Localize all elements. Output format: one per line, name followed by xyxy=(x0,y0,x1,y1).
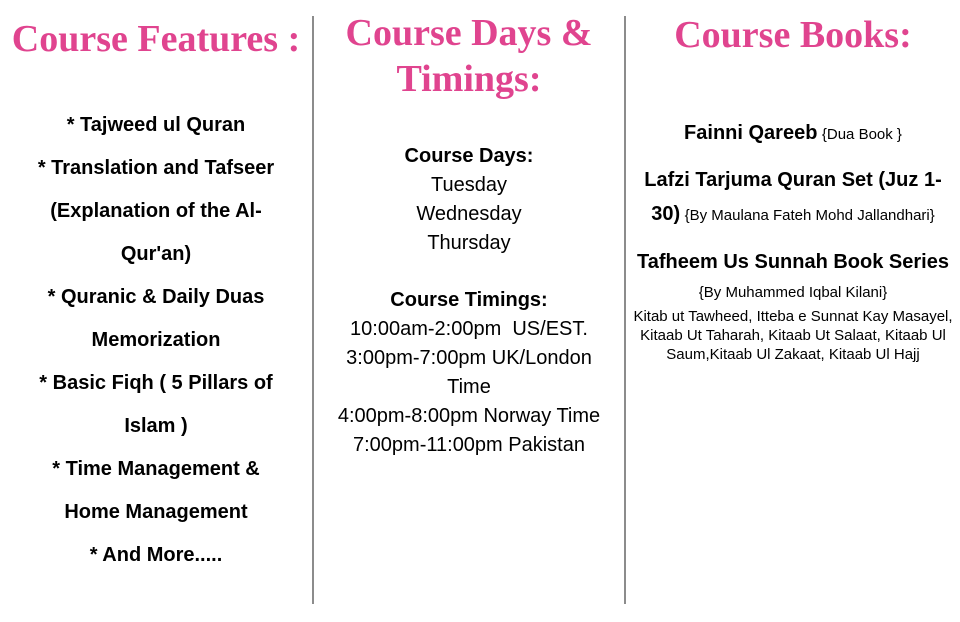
course-day: Thursday xyxy=(427,232,511,254)
course-days-block xyxy=(314,142,624,258)
heading-line: Timings: xyxy=(396,58,542,100)
feature-line: * Translation and Tafseer xyxy=(37,157,275,179)
feature-line: (Explanation of the Al- xyxy=(50,200,262,222)
course-days-label: Course Days: xyxy=(404,145,534,167)
features-list xyxy=(0,104,312,577)
course-day: Wednesday xyxy=(416,203,522,225)
course-books-column xyxy=(626,0,960,364)
feature-line: Islam ) xyxy=(124,415,188,437)
course-features-heading: Course Features : xyxy=(11,18,301,60)
feature-line: * Basic Fiqh ( 5 Pillars of xyxy=(39,372,273,394)
book-detail: Kitab ut Tawheed, Itteba e Sunnat Kay Masayel, Kitaab Ut Taharah, Kitaab Ut Salaat, Kitaab Ul Saum,Kitaab Ul Zakaat, Kitaab Ul Hajj xyxy=(633,308,953,363)
book-note: {By Muhammed Iqbal Kilani} xyxy=(698,284,888,301)
feature-line: Memorization xyxy=(91,329,221,351)
book-note: {By Maulana Fateh Mohd Jallandhari} xyxy=(684,207,935,224)
book-title: Fainni Qareeb xyxy=(684,122,818,144)
feature-line: Qur'an) xyxy=(120,243,192,265)
book-title: Tafheem Us Sunnah Book Series xyxy=(637,251,949,273)
book-note: {Dua Book } xyxy=(821,126,902,143)
course-timing: 10:00am-2:00pm US/EST. xyxy=(350,318,588,340)
heading-line: Course Days & xyxy=(345,12,593,54)
course-features-column xyxy=(0,0,312,577)
feature-line: * Tajweed ul Quran xyxy=(66,114,246,136)
feature-line: * And More..... xyxy=(89,544,223,566)
course-timings-label: Course Timings: xyxy=(390,289,548,311)
course-schedule-heading xyxy=(314,10,624,102)
course-timing: 7:00pm-11:00pm Pakistan xyxy=(353,434,585,456)
feature-line: * Quranic & Daily Duas xyxy=(47,286,265,308)
book-title: Lafzi Tarjuma Quran Set (Juz 1-30) xyxy=(644,169,942,225)
course-schedule-column xyxy=(314,0,624,460)
course-timing: 3:00pm-7:00pm UK/London xyxy=(346,347,592,369)
course-timing: Time xyxy=(447,376,491,398)
feature-line: Home Management xyxy=(64,501,248,523)
book-entry xyxy=(632,246,954,364)
book-entry xyxy=(632,117,954,150)
book-entry xyxy=(632,164,954,232)
course-timing: 4:00pm-8:00pm Norway Time xyxy=(337,405,601,427)
course-books-heading: Course Books: xyxy=(674,14,912,56)
course-timings-block xyxy=(314,286,624,460)
course-day: Tuesday xyxy=(431,174,507,196)
feature-line: * Time Management & xyxy=(52,458,260,480)
